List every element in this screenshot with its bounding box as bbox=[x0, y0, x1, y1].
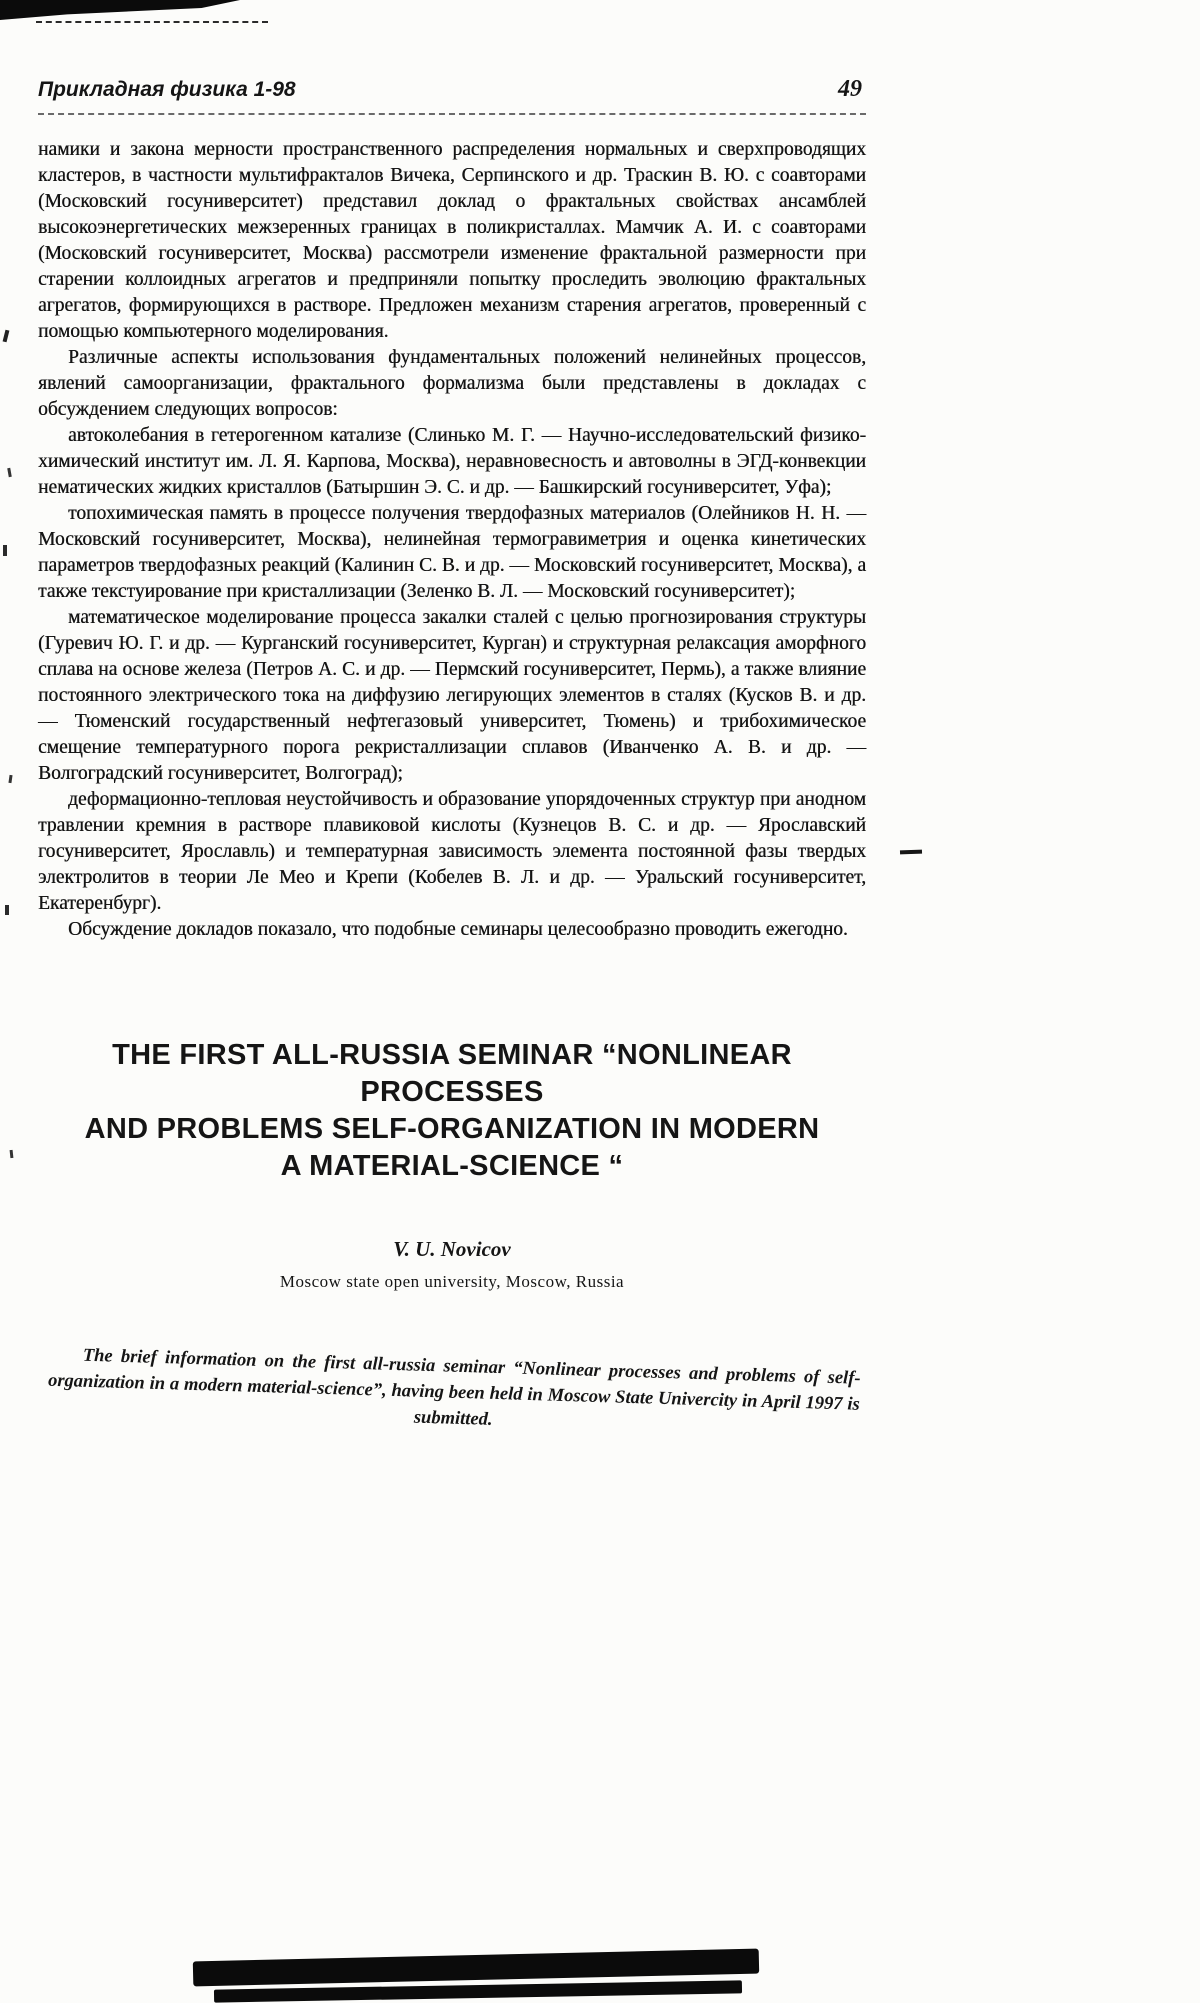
body-paragraph: топохимическая память в процессе получения твердофазных материалов (Олейников Н. Н. — Московский госуниверситет, Москва), нелинейная термогравиметрия и оценка кинетических параметров твердофазных реакций (Калинин С. В. и др. — Московский госуниверситет, Москва), а также текстуирование при кристаллизации (Зеленко В. Л. — Московский госуниверситет); bbox=[38, 503, 866, 602]
article-title-line: AND PROBLEMS SELF-ORGANIZATION IN MODERN bbox=[84, 1113, 820, 1145]
margin-speck bbox=[8, 775, 12, 783]
author-affiliation: Moscow state open university, Moscow, Russia bbox=[279, 1272, 625, 1291]
page-content bbox=[38, 76, 866, 1428]
article-title-line: A MATERIAL-SCIENCE “ bbox=[280, 1150, 624, 1182]
margin-speck bbox=[10, 1150, 14, 1158]
running-head bbox=[38, 76, 866, 103]
article-title bbox=[38, 1037, 866, 1185]
scan-smudge-top-left bbox=[0, 0, 240, 20]
body-paragraph: автоколебания в гетерогенном катализе (Слинько М. Г. — Научно-исследовательский физико-химический институт им. Л. Я. Карпова, Москва), неравновесность и автоволны в ЭГД-конвекции нематических жидких кристаллов (Батыршин Э. С. и др. — Башкирский госуниверситет, Уфа); bbox=[38, 425, 866, 498]
scan-dashed-line-top bbox=[36, 21, 268, 23]
body-paragraph: математическое моделирование процесса закалки сталей с целью прогнозирования структуры (Гуревич Ю. Г. и др. — Курганский госуниверситет, Курган) и структурная релаксация аморфного сплава на основе железа (Петров А. С. и др. — Пермский госуниверситет, Пермь), а также влияние постоянного электрического тока на диффузию легирующих элементов в сталях (Кусков В. и др. — Тюменский государственный нефтегазовый университет, Тюмень) и трибохимическое смещение температурного порога рекристаллизации сплавов (Иванченко А. В. и др. — Волгоградский госуниверситет, Волгоград); bbox=[38, 607, 866, 784]
right-margin-dash bbox=[900, 850, 922, 855]
margin-speck bbox=[5, 905, 9, 915]
body-paragraph: намики и закона мерности пространственного распределения нормальных и сверхпроводящих кластеров, в частности мультифракталов Вичека, Серпинского и др. Траскин В. Ю. с соавторами (Московский госуниверситет) представил доклад о фрактальных свойствах ансамблей высокоэнергетических межзеренных границах в поликристаллах. Мамчик А. И. с соавторами (Московский госуниверситет, Москва) рассмотрели изменение фрактальной размерности при старении коллоидных агрегатов и предприняли попытку проследить эволюцию фрактальных агрегатов, формирующихся в растворе. Предложен механизм старения агрегатов, проверенный с помощью компьютерного моделирования. bbox=[38, 139, 866, 342]
page-number: 49 bbox=[838, 76, 862, 102]
margin-speck bbox=[7, 468, 12, 477]
body-paragraph: Обсуждение докладов показало, что подобные семинары целесообразно проводить ежегодно. bbox=[68, 919, 848, 940]
abstract-block bbox=[37, 1341, 867, 1444]
margin-speck bbox=[3, 545, 7, 556]
margin-speck bbox=[3, 330, 10, 343]
header-divider bbox=[38, 113, 866, 115]
article-title-line: THE FIRST ALL-RUSSIA SEMINAR “NONLINEAR PROCESSES bbox=[112, 1039, 792, 1108]
abstract-text: The brief information on the first all-russia seminar “Nonlinear processes and problems of self-organization in a modern material-science”, having been held in Moscow State Univercity in April 1997 is submitted. bbox=[47, 1345, 861, 1430]
body-paragraph: Различные аспекты использования фундаментальных положений нелинейных процессов, явлений самоорганизации, фрактального формализма были представлены в докладах с обсуждением следующих вопросов: bbox=[38, 347, 866, 420]
body-paragraph: деформационно-тепловая неустойчивость и образование упорядоченных структур при анодном травлении кремния в растворе плавиковой кислоты (Кузнецов В. С. и др. — Ярославский госуниверситет, Ярославль) и температурная зависимость элемента постоянной фазы твердых электролитов в теории Ле Мео и Крепи (Кобелев В. Л. и др. — Уральский госуниверситет, Екатеренбург). bbox=[38, 789, 866, 914]
article-body bbox=[38, 137, 866, 943]
journal-title: Прикладная физика 1-98 bbox=[38, 78, 296, 101]
author-name: V. U. Novicov bbox=[393, 1237, 511, 1261]
